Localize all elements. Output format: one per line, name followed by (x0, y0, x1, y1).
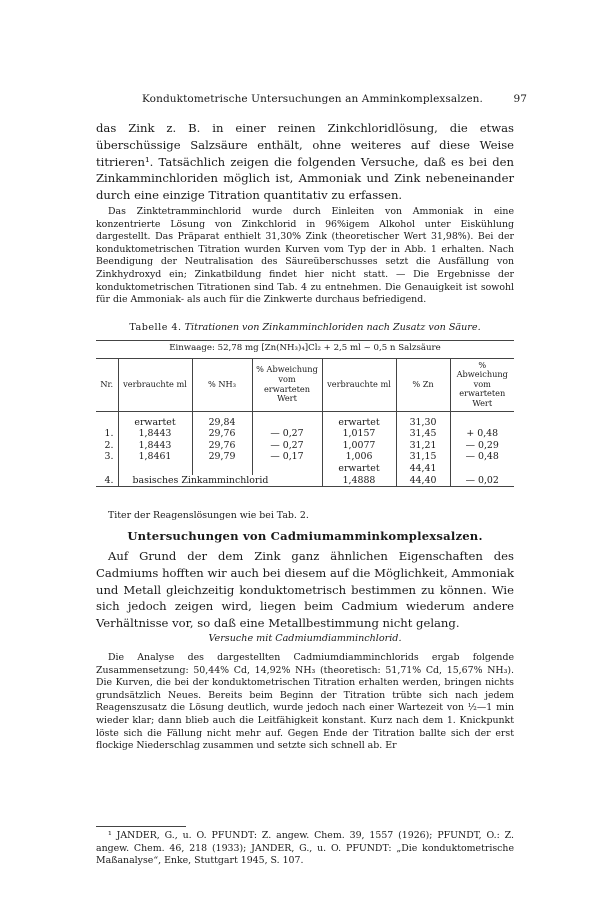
table-row: 2. 1,8443 29,76 — 0,27 1,0077 31,21 — 0,29 (96, 440, 514, 452)
preparation-paragraph: Das Zinktetramminchlorid wurde durch Einleiten von Ammoniak in eine konzentrierte Lösung von Zinkchlorid in 96%igem Alkohol unter Eiskühlung dargestellt. Das Präparat enthielt 31,30% Zink (theoretischer Wert 31,98%). Bei der konduktometrischen Titration wurden Kurven vom Typ der in Abb. 1 erhalten. Nach Beendigung der Neutralisation des Säureüberschusses setzt die Ausfällung von Zinkhydroxyd ein; Zinkatbildung findet hier nicht statt. — Die Ergebnisse der konduktometrischen Titrationen sind Tab. 4 zu entnehmen. Die Genauigkeit ist sowohl für die Ammoniak- als auch für die Zinkwerte durchaus befriedigend. (96, 206, 514, 306)
header-nr: Nr. (96, 358, 118, 411)
section-title: Untersuchungen von Cadmiumamminkomplexsalzen. (127, 529, 483, 543)
subsection-title: Versuche mit Cadmiumdiamminchlorid. (208, 633, 402, 644)
expected-pct-zn: 31,30 (396, 417, 450, 429)
table-label: Tabelle 4. (129, 322, 182, 333)
page-number: 97 (513, 93, 527, 105)
header-pct-nh3: % NH₃ (192, 358, 252, 411)
row4-label: basisches Zinkamminchlorid (118, 475, 322, 487)
expected-row (96, 417, 514, 429)
table-header-row (96, 358, 514, 411)
einwaage: Einwaage: 52,78 mg [Zn(NH₃)₄]Cl₂ + 2,5 ml ~ 0,5 n Salzsäure (96, 341, 514, 359)
header-dev-nh3: % Abweichung vom erwarteten Wert (252, 358, 322, 411)
subsection-paragraph: Die Analyse des dargestellten Cadmiumdiamminchlorids ergab folgende Zusammensetzung: 50,44% Cd, 14,92% NH₃ (theoretisch: 51,71% Cd, 15,67% NH₃). Die Kurven, die bei der konduktometrischen Titration erhalten werden, bringen nichts grundsätzlich Neues. Bereits beim Beginn der Titration trübte sich nach jedem Reagenszusatz die Lösung deutlich, wurde jedoch nach einer Wartezeit von ½—1 min wieder klar; dann blieb auch die Leitfähigkeit konstant. Kurz nach dem 1. Knickpunkt löste sich die Fällung nicht mehr auf. Gegen Ende der Titration ballte sich der erst flockige Niederschlag zusammen und setzte sich schnell ab. Er (96, 652, 514, 752)
table-row: 3. 1,8461 29,79 — 0,17 1,006 31,15 — 0,48 (96, 451, 514, 463)
expected-pct-zn-2: 44,41 (396, 463, 450, 475)
expected-label-zn-2: erwartet (322, 463, 396, 475)
intro-paragraph: das Zink z. B. in einer reinen Zinkchloridlösung, die etwas überschüssige Salzsäure enthält, ohne weiteres auf diese Weise titrieren¹. Tatsächlich zeigen die folgenden Versuche, daß es bei den Zinkamminchloriden möglich ist, Ammoniak und Zink nebeneinander durch eine einzige Titration quantitativ zu erfassen. (96, 121, 514, 203)
titration-table (96, 340, 514, 487)
einwaage-row (96, 341, 514, 359)
section-paragraph: Auf Grund der dem Zink ganz ähnlichen Eigenschaften des Cadmiums hofften wir auch bei diesem auf die Möglichkeit, Ammoniak und Metall gleichzeitig konduktometrisch bestimmen zu können. Wie sich jedoch zeigen wird, liegen beim Cadmium wiederum andere Verhältnisse vor, so daß eine Metallbestimmung nicht gelang. (96, 549, 514, 631)
table-caption (96, 322, 514, 333)
header-ml-zn: verbrauchte ml (322, 358, 396, 411)
expected-label-zn: erwartet (322, 417, 396, 429)
table-note: Titer der Reagenslösungen wie bei Tab. 2. (108, 510, 309, 521)
running-title: Konduktometrische Untersuchungen an Amminkomplexsalzen. (142, 93, 483, 105)
expected-pct-nh3: 29,84 (192, 417, 252, 429)
footnote: ¹ JANDER, G., u. O. PFUNDT: Z. angew. Chem. 39, 1557 (1926); PFUNDT, O.: Z. angew. Chem. 46, 218 (1933); JANDER, G., u. O. PFUNDT: „Die konduktometrische Maßanalyse“, Enke, Stuttgart 1945, S. 107. (96, 830, 514, 867)
table-row: 1. 1,8443 29,76 — 0,27 1,0157 31,45 + 0,48 (96, 428, 514, 440)
table-title: Titrationen von Zinkamminchloriden nach Zusatz von Säure. (184, 322, 481, 333)
header-dev-zn: % Abweichung vom erwarteten Wert (450, 358, 514, 411)
table-row: 4. basisches Zinkamminchlorid 1,4888 44,40 — 0,02 (96, 475, 514, 487)
expected-label-nh3: erwartet (118, 417, 192, 429)
header-pct-zn: % Zn (396, 358, 450, 411)
header-ml-nh3: verbrauchte ml (118, 358, 192, 411)
expected-row-2 (96, 463, 514, 475)
footnote-rule (96, 826, 186, 827)
